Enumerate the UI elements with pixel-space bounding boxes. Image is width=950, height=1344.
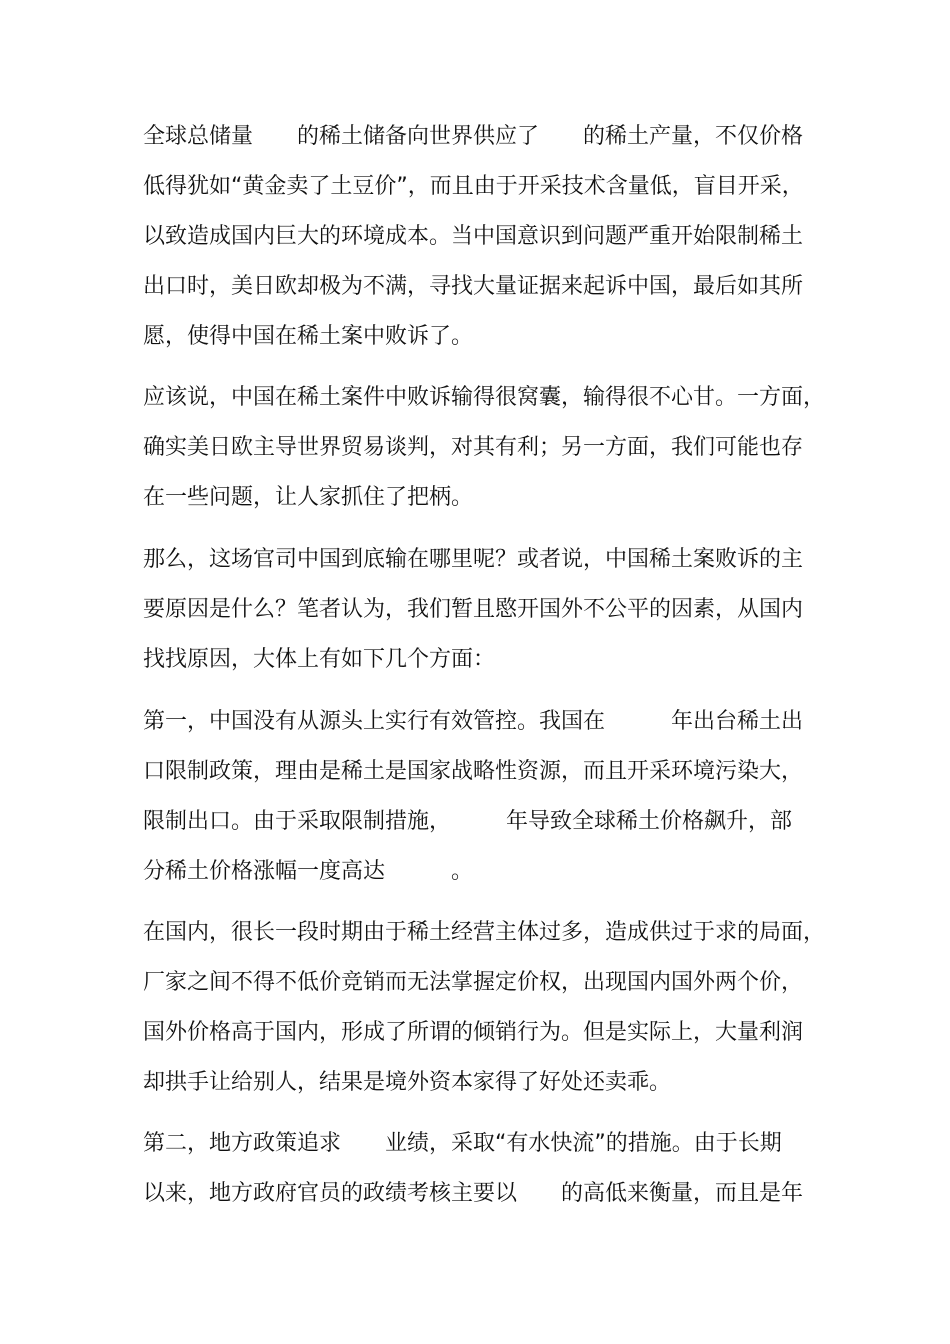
- text-line: 第二，地方政策追求 业绩，采取“有水快流”的措施。由于长期: [143, 1131, 782, 1156]
- text-line: 在一些问题，让人家抓住了把柄。: [143, 485, 474, 510]
- text-line: 出口时，美日欧却极为不满，寻找大量证据来起诉中国，最后如其所: [143, 274, 804, 299]
- text-line: 厂家之间不得不低价竞销而无法掌握定价权，出现国内国外两个价，: [143, 970, 804, 995]
- text-line: 愿，使得中国在稀土案中败诉了。: [143, 324, 474, 349]
- text-line: 那么，这场官司中国到底输在哪里呢？或者说，中国稀土案败诉的主: [143, 547, 804, 572]
- text-line: 要原因是什么？笔者认为，我们暂且愍开国外不公平的因素，从国内: [143, 597, 804, 622]
- text-line: 应该说，中国在稀土案件中败诉输得很窝囊，输得很不心甘。一方面，: [143, 385, 826, 410]
- text-line: 第一，中国没有从源头上实行有效管控。我国在 年出台稀土出: [143, 709, 804, 734]
- text-line: 找找原因，大体上有如下几个方面：: [143, 647, 496, 672]
- text-line: 口限制政策，理由是稀土是国家战略性资源，而且开采环境污染大，: [143, 759, 804, 784]
- text-line: 全球总储量 的稀土储备向世界供应了 的稀土产量，不仅价格: [143, 124, 804, 149]
- text-line: 在国内，很长一段时期由于稀土经营主体过多，造成供过于求的局面，: [143, 920, 826, 945]
- text-line: 国外价格高于国内，形成了所谓的倾销行为。但是实际上，大量利润: [143, 1020, 804, 1045]
- text-line: 以致造成国内巨大的环境成本。当中国意识到问题严重开始限制稀土: [143, 224, 804, 249]
- text-line: 低得犹如“黄金卖了土豆价”，而且由于开采技术含量低，盲目开采，: [143, 174, 804, 199]
- text-line: 分稀土价格涨幅一度高达 。: [143, 859, 474, 884]
- text-line: 限制出口。由于采取限制措施， 年导致全球稀土价格飙升，部: [143, 809, 793, 834]
- text-line: 却拱手让给别人，结果是境外资本家得了好处还卖乖。: [143, 1070, 672, 1095]
- text-line: 确实美日欧主导世界贸易谈判，对其有利；另一方面，我们可能也存: [143, 435, 804, 460]
- text-line: 以来，地方政府官员的政绩考核主要以 的高低来衡量，而且是年: [143, 1181, 804, 1206]
